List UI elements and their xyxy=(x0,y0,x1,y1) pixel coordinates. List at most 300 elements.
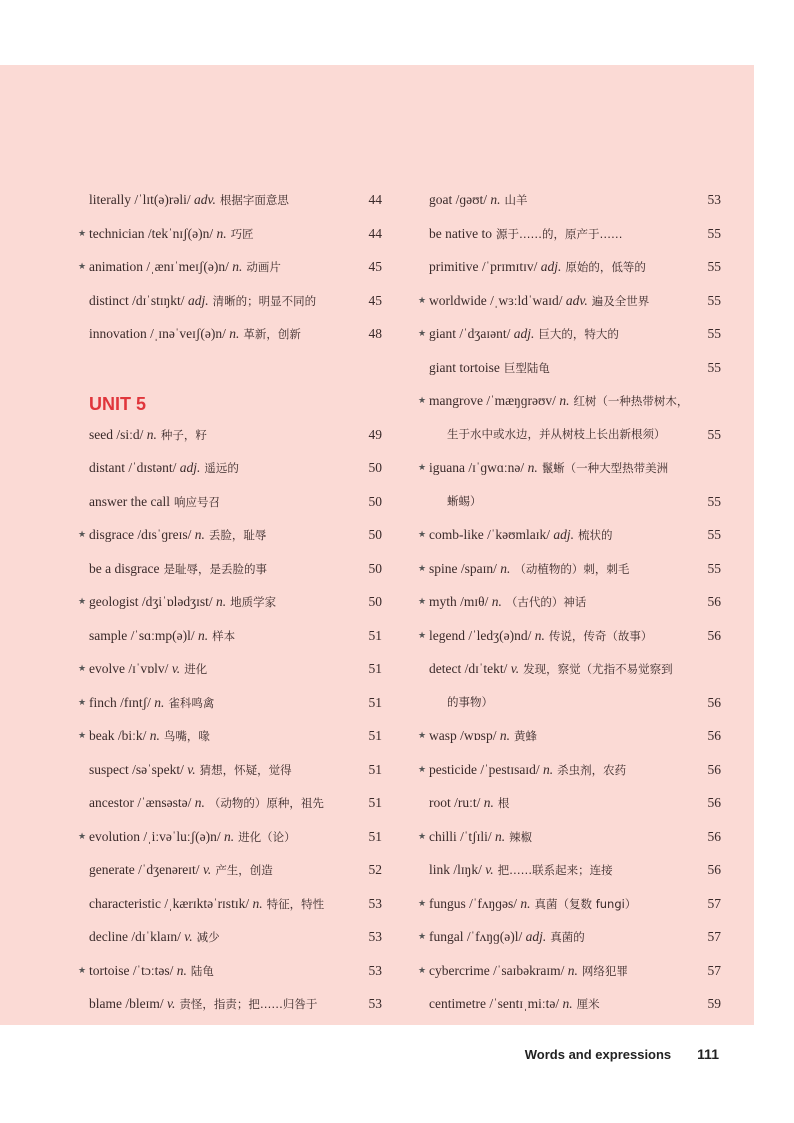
glossary-entry xyxy=(418,518,721,552)
entry-word: pesticide xyxy=(429,761,477,777)
entry-word: disgrace xyxy=(89,527,134,542)
entry-part-of-speech: n. xyxy=(542,761,554,777)
entry-word: be native to xyxy=(429,225,492,241)
entry-part-of-speech: v. xyxy=(187,761,196,777)
entry-meaning: 种子，籽 xyxy=(160,427,207,442)
entry-page: 48 xyxy=(368,326,382,341)
glossary-entry xyxy=(78,652,382,686)
glossary-panel xyxy=(0,65,754,1025)
entry-text xyxy=(429,217,622,252)
entry-word: sample xyxy=(89,627,128,643)
entry-page: 56 xyxy=(707,761,721,777)
entry-meaning: 特征，特性 xyxy=(266,896,325,911)
entry-part-of-speech: n. xyxy=(500,560,511,576)
glossary-entry xyxy=(418,351,721,385)
entry-part-of-speech: n. xyxy=(146,426,157,442)
entry-page: 51 xyxy=(368,661,382,676)
entry-page: 51 xyxy=(368,627,382,643)
entry-text xyxy=(89,217,254,252)
glossary-entry xyxy=(78,686,382,720)
entry-phonetic: /ˌwɜːldˈwaɪd/ xyxy=(490,292,563,308)
entry-phonetic: /dɪsˈɡreɪs/ xyxy=(137,527,192,542)
right-column xyxy=(418,183,721,1021)
entry-text xyxy=(89,284,316,319)
entry-text xyxy=(429,719,537,754)
entry-meaning: 根 xyxy=(497,796,510,810)
entry-text xyxy=(89,418,207,453)
entry-phonetic: /ˈfʌŋɡəs/ xyxy=(469,895,518,911)
entry-text xyxy=(429,384,688,419)
entry-meaning: 减少 xyxy=(196,930,220,944)
entry-word: myth xyxy=(429,594,457,609)
entry-text xyxy=(429,987,600,1022)
entry-page: 44 xyxy=(368,225,382,241)
entry-phonetic: /ˈtɔːtəs/ xyxy=(132,962,174,978)
entry-word: technician xyxy=(89,225,145,241)
star-icon: ★ xyxy=(418,763,427,774)
entry-meaning: 进化（论） xyxy=(238,829,296,844)
entry-phonetic: /səˈspekt/ xyxy=(132,761,184,777)
glossary-entry xyxy=(418,552,721,586)
entry-page: 52 xyxy=(368,862,382,877)
entry-part-of-speech: n. xyxy=(534,627,545,643)
glossary-entry xyxy=(78,954,382,988)
entry-page: 56 xyxy=(707,828,721,844)
entry-text xyxy=(89,987,317,1022)
glossary-entry xyxy=(418,853,721,887)
entry-page: 56 xyxy=(707,728,721,743)
entry-text xyxy=(89,820,296,855)
entry-text xyxy=(429,250,646,285)
entry-meaning: 厘米 xyxy=(576,997,600,1011)
entry-page: 55 xyxy=(707,225,721,241)
glossary-entry xyxy=(418,753,721,787)
entry-meaning: 陆龟 xyxy=(190,963,214,978)
entry-phonetic: /ɡəʊt/ xyxy=(455,192,488,207)
entry-page: 51 xyxy=(368,694,382,710)
star-icon: ★ xyxy=(78,663,87,673)
entry-word: wasp xyxy=(429,728,457,743)
entry-phonetic: /ˈsentɪˌmiːtə/ xyxy=(489,996,560,1011)
entry-word: distant xyxy=(89,460,125,475)
entry-page: 57 xyxy=(707,929,721,944)
entry-part-of-speech: adj. xyxy=(553,527,575,542)
entry-part-of-speech: n. xyxy=(194,795,205,810)
entry-meaning: （动植物的）刺，刺毛 xyxy=(514,561,630,576)
entry-part-of-speech: v. xyxy=(171,661,181,676)
glossary-entry xyxy=(78,451,382,485)
entry-part-of-speech: n. xyxy=(490,192,501,207)
glossary-entry xyxy=(418,451,721,485)
entry-meaning: 把……联系起来；连接 xyxy=(497,863,613,877)
entry-meaning: 真菌的 xyxy=(550,930,585,944)
entry-phonetic: /ɪˈvɒlv/ xyxy=(128,661,169,676)
entry-part-of-speech: v. xyxy=(167,996,176,1011)
glossary-entry xyxy=(418,384,721,418)
entry-meaning: 根据字面意思 xyxy=(219,193,289,207)
entry-phonetic: /ˈænsəstə/ xyxy=(137,795,192,810)
entry-phonetic: /ˈfʌŋɡ(ə)l/ xyxy=(466,929,523,944)
entry-meaning: 样本 xyxy=(212,628,236,643)
entry-text xyxy=(89,485,220,520)
star-icon: ★ xyxy=(418,830,427,841)
entry-part-of-speech: n. xyxy=(562,996,573,1011)
entry-word: tortoise xyxy=(89,962,130,978)
entry-page: 53 xyxy=(368,996,382,1011)
entry-text xyxy=(89,753,292,788)
entry-meaning: （动物的）原种，祖先 xyxy=(208,796,324,810)
entry-page: 51 xyxy=(368,795,382,810)
entry-part-of-speech: n. xyxy=(491,594,502,609)
star-icon: ★ xyxy=(418,462,427,472)
star-icon: ★ xyxy=(418,562,427,573)
entry-page: 50 xyxy=(368,560,382,576)
entry-continuation xyxy=(418,485,721,519)
entry-word: decline xyxy=(89,929,128,944)
entry-word: giant xyxy=(429,326,456,341)
glossary-entry xyxy=(78,418,382,452)
left-column xyxy=(78,183,382,1021)
entry-page: 50 xyxy=(368,527,382,542)
entry-part-of-speech: n. xyxy=(216,225,227,241)
entry-text xyxy=(89,619,235,654)
entry-word: suspect xyxy=(89,761,129,777)
entry-text xyxy=(429,585,586,620)
entry-continuation-text: 蜥蜴） xyxy=(447,493,482,508)
entry-page: 53 xyxy=(368,929,382,944)
entry-meaning: 遥远的 xyxy=(204,461,239,475)
entry-text xyxy=(89,853,273,888)
entry-continuation xyxy=(418,418,721,452)
entry-word: literally xyxy=(89,192,131,207)
entry-part-of-speech: v. xyxy=(485,862,494,877)
star-icon: ★ xyxy=(78,730,87,740)
glossary-entry xyxy=(418,887,721,921)
entry-page: 55 xyxy=(707,259,721,274)
entry-page: 50 xyxy=(368,594,382,609)
star-icon: ★ xyxy=(418,529,427,539)
entry-part-of-speech: n. xyxy=(495,828,506,844)
glossary-entry xyxy=(78,485,382,519)
entry-page: 45 xyxy=(368,292,382,308)
entry-phonetic: /bleɪm/ xyxy=(125,996,164,1011)
entry-part-of-speech: n. xyxy=(149,728,160,743)
entry-text xyxy=(429,619,652,654)
entry-phonetic: /ˈmæŋɡrəʊv/ xyxy=(486,393,556,408)
entry-text xyxy=(429,552,629,587)
glossary-entry xyxy=(418,284,721,318)
entry-page: 44 xyxy=(368,192,382,207)
unit-heading: UNIT 5 xyxy=(89,394,147,414)
entry-text xyxy=(89,518,266,553)
entry-word: answer the call xyxy=(89,493,170,509)
entry-meaning: 原始的，低等的 xyxy=(565,260,646,274)
entry-meaning: 动画片 xyxy=(246,260,281,274)
entry-page: 45 xyxy=(368,259,382,274)
glossary-entry xyxy=(78,585,382,619)
entry-phonetic: /dɪˈtekt/ xyxy=(464,661,508,676)
star-icon: ★ xyxy=(78,529,87,539)
entry-phonetic: /ˈlɪt(ə)rəli/ xyxy=(134,192,191,207)
entry-text xyxy=(429,954,628,989)
glossary-entry xyxy=(78,853,382,887)
glossary-entry xyxy=(78,920,382,954)
entry-word: cybercrime xyxy=(429,962,490,978)
entry-phonetic: /ruːt/ xyxy=(454,795,481,810)
entry-page: 56 xyxy=(707,862,721,877)
entry-part-of-speech: adj. xyxy=(187,292,209,308)
entry-word: comb-like xyxy=(429,527,484,542)
entry-meaning: 丢脸，耻辱 xyxy=(208,528,267,542)
entry-meaning: 是耻辱，是丢脸的事 xyxy=(163,561,267,576)
star-icon: ★ xyxy=(418,897,427,908)
entry-word: generate xyxy=(89,862,135,877)
entry-text xyxy=(89,920,220,955)
entry-word: link xyxy=(429,862,451,877)
entry-meaning: 产生，创造 xyxy=(215,863,273,877)
entry-part-of-speech: adj. xyxy=(540,259,562,274)
star-icon: ★ xyxy=(78,596,87,606)
star-icon: ★ xyxy=(418,596,427,606)
entry-text xyxy=(89,954,214,989)
glossary-entry xyxy=(78,552,382,586)
entry-part-of-speech: n. xyxy=(567,962,578,978)
entry-part-of-speech: adj. xyxy=(179,460,201,475)
entry-text xyxy=(429,887,636,922)
entry-text xyxy=(89,250,281,285)
star-icon: ★ xyxy=(78,964,87,975)
entry-text xyxy=(429,518,613,553)
entry-phonetic: /fɪntʃ/ xyxy=(120,694,151,710)
glossary-entry xyxy=(78,786,382,820)
page-footer xyxy=(525,1046,719,1062)
entry-word: animation xyxy=(89,259,143,274)
entry-part-of-speech: adj. xyxy=(525,929,547,944)
entry-word: giant tortoise xyxy=(429,359,500,375)
entry-word: legend xyxy=(429,627,465,643)
entry-text xyxy=(89,652,207,687)
glossary-entry xyxy=(78,719,382,753)
entry-part-of-speech: n. xyxy=(499,728,510,743)
entry-meaning: 雀科鸣禽 xyxy=(168,695,215,710)
glossary-entry xyxy=(78,987,382,1021)
glossary-entry xyxy=(78,887,382,921)
entry-phonetic: /ˈsaɪbəkraɪm/ xyxy=(493,962,565,978)
spacer xyxy=(78,351,382,385)
entry-meaning: 红树（一种热带树木， xyxy=(573,394,689,408)
glossary-entry xyxy=(78,820,382,854)
glossary-entry xyxy=(418,250,721,284)
entry-text xyxy=(89,585,276,620)
entry-word: detect xyxy=(429,661,462,676)
entry-meaning: 传说，传奇（故事） xyxy=(548,628,653,643)
star-icon: ★ xyxy=(418,328,427,338)
entry-meaning: 山羊 xyxy=(504,193,528,207)
entry-meaning: 真菌（复数 fungi） xyxy=(534,896,637,911)
glossary-entry xyxy=(418,987,721,1021)
entry-page: 55 xyxy=(707,527,721,542)
entry-word: iguana xyxy=(429,460,465,475)
entry-phonetic: /wɒsp/ xyxy=(460,728,497,743)
entry-page: 55 xyxy=(707,292,721,308)
entry-text xyxy=(429,652,673,687)
entry-phonetic: /ˌiːvəˈluːʃ(ə)n/ xyxy=(143,828,221,844)
entry-meaning: 进化 xyxy=(184,662,208,676)
entry-part-of-speech: n. xyxy=(520,895,531,911)
entry-meaning: 猜想，怀疑，觉得 xyxy=(199,762,292,777)
entry-meaning: 地质学家 xyxy=(230,595,277,609)
glossary-entry xyxy=(418,585,721,619)
entry-page: 56 xyxy=(707,694,721,710)
glossary-entry xyxy=(78,619,382,653)
entry-part-of-speech: n. xyxy=(483,795,494,810)
entry-meaning: 鬣蜥（一种大型热带美洲 xyxy=(541,461,669,475)
star-icon: ★ xyxy=(418,629,427,640)
star-icon: ★ xyxy=(418,294,427,305)
entry-text xyxy=(429,451,668,486)
entry-page: 55 xyxy=(707,426,721,442)
entry-word: geologist xyxy=(89,594,139,609)
entry-part-of-speech: n. xyxy=(194,527,205,542)
entry-phonetic: /dʒiˈɒlədʒɪst/ xyxy=(141,594,213,609)
entry-text xyxy=(429,284,649,319)
entry-page: 53 xyxy=(368,895,382,911)
entry-word: characteristic xyxy=(89,895,161,911)
entry-meaning: 责怪，指责；把……归咎于 xyxy=(179,997,318,1011)
entry-phonetic: /dɪˈklaɪn/ xyxy=(131,929,181,944)
glossary-entry xyxy=(78,217,382,251)
entry-meaning: 网络犯罪 xyxy=(581,963,628,978)
entry-phonetic: /tekˈnɪʃ(ə)n/ xyxy=(147,225,214,241)
entry-phonetic: /dɪˈstɪŋkt/ xyxy=(132,292,185,308)
entry-word: innovation xyxy=(89,326,147,341)
entry-phonetic: /ˈpestɪsaɪd/ xyxy=(480,761,540,777)
entry-word: worldwide xyxy=(429,292,487,308)
entry-phonetic: /ˈdʒaɪənt/ xyxy=(459,326,511,341)
glossary-entry xyxy=(418,183,721,217)
star-icon: ★ xyxy=(418,395,427,405)
entry-phonetic: /ˈtʃɪli/ xyxy=(460,828,492,844)
entry-meaning: 清晰的；明显不同的 xyxy=(212,293,317,308)
entry-phonetic: /ˈledʒ(ə)nd/ xyxy=(468,627,532,643)
entry-page: 51 xyxy=(368,828,382,844)
entry-text xyxy=(89,552,267,587)
entry-page: 55 xyxy=(707,359,721,375)
entry-word: finch xyxy=(89,694,117,710)
page-number: 111 xyxy=(697,1046,719,1062)
entry-page: 51 xyxy=(368,761,382,777)
entry-part-of-speech: v. xyxy=(184,929,193,944)
entry-part-of-speech: v. xyxy=(510,661,520,676)
entry-word: be a disgrace xyxy=(89,560,160,576)
glossary-entry xyxy=(78,518,382,552)
glossary-entry xyxy=(418,217,721,251)
entry-phonetic: /spaɪn/ xyxy=(460,560,497,576)
entry-word: spine xyxy=(429,560,458,576)
entry-text xyxy=(429,820,532,855)
entry-phonetic: /ˌɪnəˈveɪʃ(ə)n/ xyxy=(150,326,226,341)
entry-page: 51 xyxy=(368,728,382,743)
entry-word: primitive xyxy=(429,259,479,274)
entry-meaning: 巧匠 xyxy=(230,226,254,241)
entry-continuation-text: 的事物） xyxy=(447,694,493,709)
entry-meaning: 梳状的 xyxy=(578,528,613,542)
entry-part-of-speech: n. xyxy=(216,594,227,609)
entry-part-of-speech: n. xyxy=(154,694,165,710)
entry-page: 55 xyxy=(707,560,721,576)
entry-meaning: 响应号召 xyxy=(173,494,220,509)
entry-word: goat xyxy=(429,192,453,207)
entry-part-of-speech: n. xyxy=(229,326,240,341)
entry-part-of-speech: adv. xyxy=(193,192,216,207)
entry-phonetic: /ˈdʒenəreɪt/ xyxy=(138,862,200,877)
star-icon: ★ xyxy=(78,261,87,271)
entry-page: 49 xyxy=(368,426,382,442)
entry-phonetic: /ˈsɑːmp(ə)l/ xyxy=(130,627,195,643)
entry-page: 50 xyxy=(368,493,382,509)
entry-meaning: 巨型陆龟 xyxy=(503,360,550,375)
star-icon: ★ xyxy=(418,964,427,975)
unit-heading-row xyxy=(78,384,382,418)
glossary-entry xyxy=(418,954,721,988)
entry-text xyxy=(429,753,626,788)
entry-page: 59 xyxy=(707,996,721,1011)
entry-part-of-speech: n. xyxy=(527,460,538,475)
entry-word: blame xyxy=(89,996,122,1011)
entry-text xyxy=(89,183,289,218)
entry-page: 57 xyxy=(707,962,721,978)
entry-word: fungus xyxy=(429,895,466,911)
entry-page: 56 xyxy=(707,594,721,609)
glossary-entry xyxy=(418,317,721,351)
entry-word: mangrove xyxy=(429,393,483,408)
entry-text xyxy=(429,317,619,352)
entry-meaning: 辣椒 xyxy=(509,829,533,844)
glossary-entry xyxy=(418,820,721,854)
entry-meaning: 黄蜂 xyxy=(513,729,537,743)
entry-word: seed xyxy=(89,426,113,442)
glossary-entry xyxy=(418,719,721,753)
entry-text xyxy=(429,786,509,821)
entry-part-of-speech: n. xyxy=(232,259,243,274)
entry-page: 55 xyxy=(707,493,721,509)
entry-meaning: 革新，创新 xyxy=(243,327,301,341)
glossary-entry xyxy=(78,183,382,217)
entry-phonetic: /ˌkærɪktəˈrɪstɪk/ xyxy=(164,895,250,911)
entry-text xyxy=(89,317,301,352)
entry-text xyxy=(429,183,528,218)
glossary-entry xyxy=(418,619,721,653)
entry-part-of-speech: v. xyxy=(202,862,212,877)
entry-word: root xyxy=(429,795,451,810)
entry-word: ancestor xyxy=(89,795,134,810)
glossary-entry xyxy=(78,317,382,351)
entry-phonetic: /ˈkəʊmlaɪk/ xyxy=(487,527,551,542)
entry-page: 50 xyxy=(368,460,382,475)
entry-phonetic: /siːd/ xyxy=(116,426,144,442)
star-icon: ★ xyxy=(78,830,87,841)
entry-part-of-speech: n. xyxy=(252,895,263,911)
star-icon: ★ xyxy=(78,696,87,707)
entry-text xyxy=(89,719,210,754)
entry-phonetic: /mɪθ/ xyxy=(460,594,489,609)
entry-continuation xyxy=(418,686,721,720)
entry-word: distinct xyxy=(89,292,129,308)
glossary-entry xyxy=(78,250,382,284)
entry-part-of-speech: adj. xyxy=(513,326,535,341)
entry-word: evolve xyxy=(89,661,125,676)
entry-part-of-speech: adv. xyxy=(565,292,588,308)
